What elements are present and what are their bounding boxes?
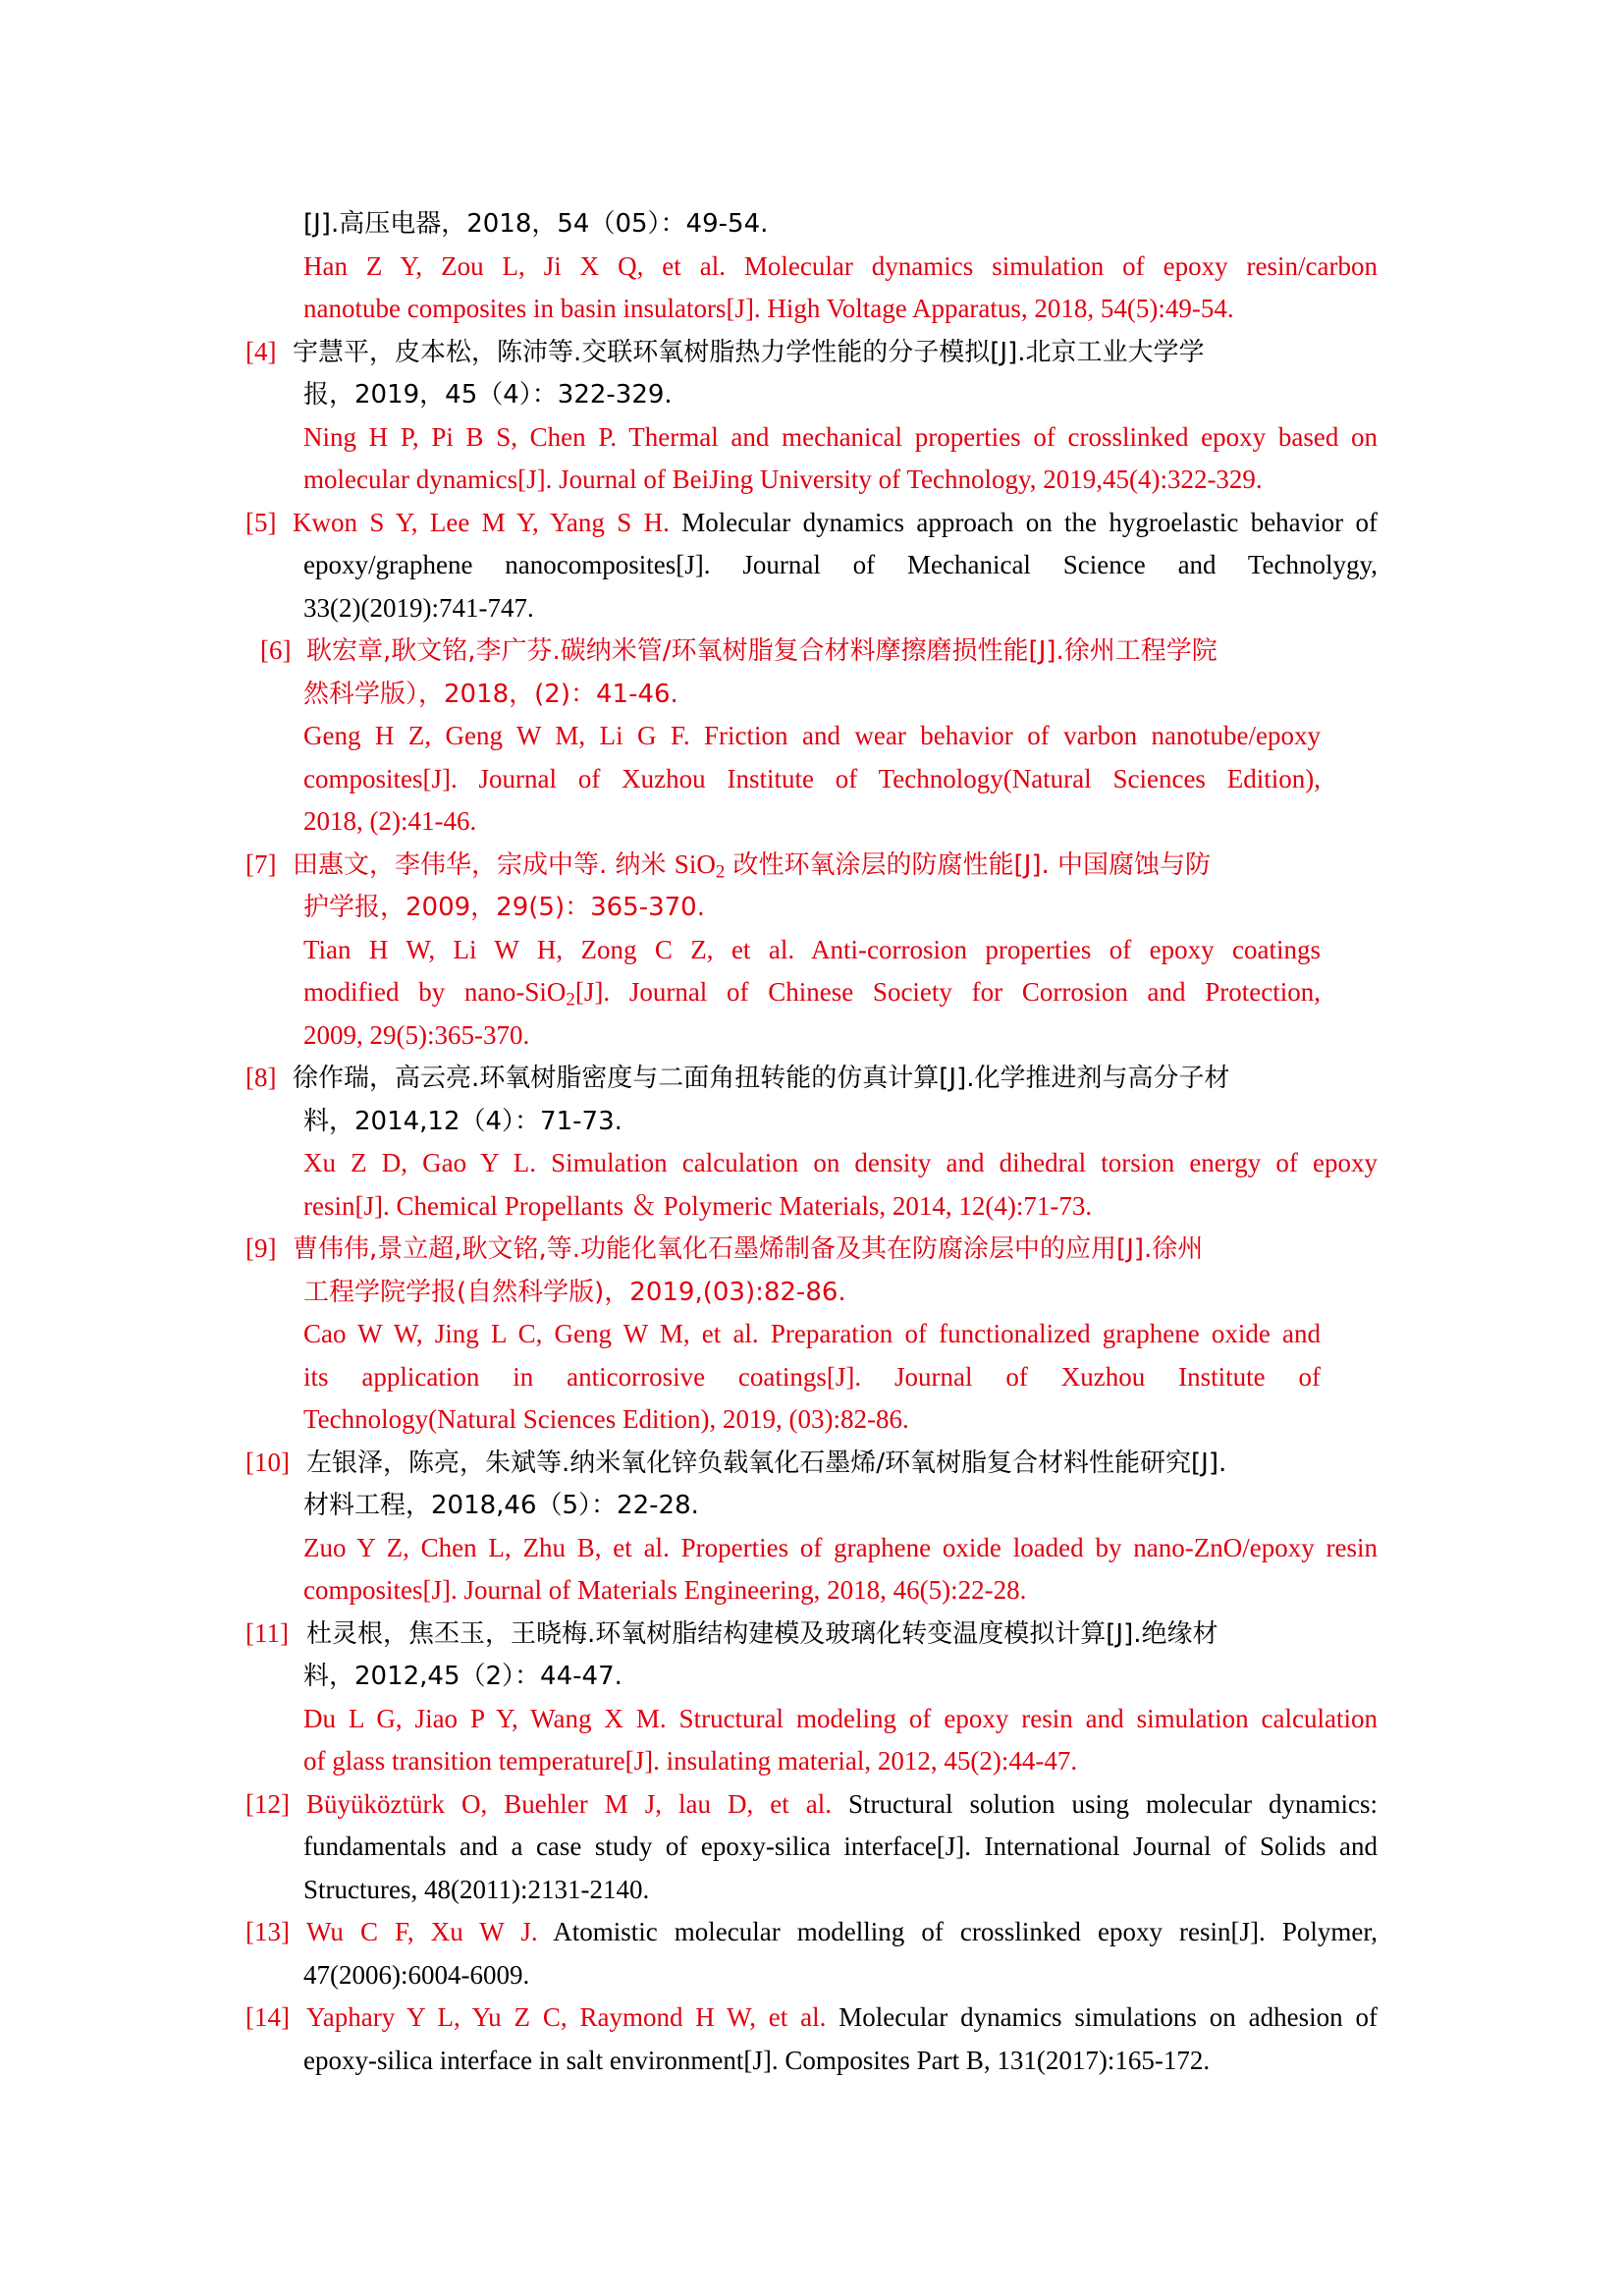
reference-text: 然科学版），2018，(2)：41-46.: [303, 679, 678, 709]
reference-line: [303, 1825, 1378, 1868]
reference-text: Büyüköztürk O, Buehler M J, lau D, et al.: [306, 1788, 833, 1819]
reference-text: 田惠文，李伟华，宗成中等. 纳米: [293, 849, 675, 880]
reference-line: [303, 1483, 699, 1526]
reference-line: [303, 1270, 846, 1313]
reference-english-line: nanotube composites in basin insulators[J]. High Voltage Apparatus, 2018, 54(5):49-54.: [303, 294, 1234, 323]
reference-text: Atomistic molecular modelling of crosslinked epoxy resin[J]. Polymer,: [537, 1917, 1378, 1946]
reference-text: epoxy/graphene nanocomposites[J]. Journal of Mechanical Science and Technolygy,: [303, 550, 1378, 579]
reference-line: [293, 1056, 1230, 1099]
reference-text: 47(2006):6004-6009.: [303, 1959, 530, 1990]
reference-line: [303, 586, 534, 629]
reference-text: 曹伟伟,景立超,耿文铭,等.功能化氧化石墨烯制备及其在防腐涂层中的应用[J].徐州: [293, 1234, 1204, 1264]
reference-number: [6]: [260, 635, 292, 665]
reference-english-line: Geng H Z, Geng W M, Li G F. Friction and wear behavior of varbon nanotube/epoxy: [303, 721, 1321, 750]
reference-english-line: Ning H P, Pi B S, Chen P. Thermal and mechanical properties of crosslinked epoxy based on: [303, 421, 1378, 452]
reference-line: [303, 2039, 1210, 2082]
reference-text: Structures, 48(2011):2131-2140.: [303, 1874, 650, 1904]
reference-text: 徐作瑞，高云亮.环氧树脂密度与二面角扭转能的仿真计算[J].化学推进剂与高分子材: [293, 1064, 1230, 1093]
reference-line: [306, 629, 1217, 672]
reference-line: [303, 1099, 622, 1142]
reference-number: [12]: [245, 1788, 290, 1819]
reference-line: [303, 372, 673, 415]
reference-line: [293, 501, 1378, 544]
reference-english-line: modified by nano-SiO$_2$[J]. Journal of Chinese Society for Corrosion and Protection,: [303, 977, 1321, 1011]
reference-text: 宇慧平，皮本松，陈沛等.交联环氧树脂热力学性能的分子模拟[J].北京工业大学学: [293, 337, 1205, 367]
reference-text: 耿宏章,耿文铭,李广芬.碳纳米管/环氧树脂复合材料摩擦磨损性能[J].徐州工程学院: [306, 636, 1217, 666]
reference-text: Molecular dynamics approach on the hygroelastic behavior of: [669, 507, 1378, 537]
reference-line: [293, 843, 1211, 886]
reference-line: [303, 885, 705, 928]
reference-english-line: Du L G, Jiao P Y, Wang X M. Structural modeling of epoxy resin and simulation calculation: [303, 1703, 1378, 1733]
reference-line: [303, 1654, 622, 1697]
reference-english-line: resin[J]. Chemical Propellants ＆ Polymeric Materials, 2014, 12(4):71-73.: [303, 1190, 1093, 1221]
reference-line: [306, 1782, 1378, 1826]
reference-line: [303, 1953, 529, 1996]
reference-english-line: Han Z Y, Zou L, Ji X Q, et al. Molecular dynamics simulation of epoxy resin/carbon: [303, 250, 1378, 281]
reference-text: epoxy-silica interface in salt environment[J]. Composites Part B, 131(2017):165-172.: [303, 2045, 1211, 2075]
reference-number: [8]: [245, 1063, 277, 1092]
reference-line: [303, 672, 678, 715]
reference-line: [303, 543, 1378, 586]
reference-line: [306, 1910, 1378, 1953]
reference-text: Yaphary Y L, Yu Z C, Raymond H W, et al.: [306, 2002, 827, 2032]
reference-english-line: of glass transition temperature[J]. insulating material, 2012, 45(2):44-47.: [303, 1746, 1078, 1776]
reference-line: [306, 1995, 1378, 2039]
reference-text: Wu C F, Xu W J.: [306, 1917, 538, 1946]
reference-english-line: composites[J]. Journal of Xuzhou Institute of Technology(Natural Sciences Edition),: [303, 763, 1321, 793]
reference-english-line: molecular dynamics[J]. Journal of BeiJing University of Technology, 2019,45(4):322-329.: [303, 465, 1263, 494]
reference-text: Kwon S Y, Lee M Y, Yang S H.: [293, 507, 670, 537]
reference-english-line: Cao W W, Jing L C, Geng W M, et al. Preparation of functionalized graphene oxide and: [303, 1319, 1321, 1348]
reference-text: 33(2)(2019):741-747.: [303, 592, 534, 623]
reference-english-line: composites[J]. Journal of Materials Engineering, 2018, 46(5):22-28.: [303, 1575, 1027, 1605]
reference-text: 护学报，2009，29(5)：365-370.: [303, 893, 705, 922]
reference-english-line: Tian H W, Li W H, Zong C Z, et al. Anti-corrosion properties of epoxy coatings: [303, 934, 1321, 964]
reference-line: [293, 330, 1205, 373]
reference-text: 工程学院学报(自然科学版)，2019,(03):82-86.: [303, 1277, 846, 1307]
reference-text: SiO: [674, 848, 716, 879]
reference-english-line: 2009, 29(5):365-370.: [303, 1019, 530, 1050]
reference-number: [14]: [245, 2002, 290, 2032]
reference-text: Structural solution using molecular dynamics:: [832, 1788, 1378, 1819]
reference-text: 改性环氧涂层的防腐性能[J]. 中国腐蚀与防: [725, 849, 1212, 880]
reference-number: [5]: [245, 507, 277, 537]
reference-text: 2: [715, 861, 726, 883]
reference-line: [293, 1227, 1203, 1270]
reference-line: [306, 1612, 1218, 1655]
reference-english-line: Zuo Y Z, Chen L, Zhu B, et al. Properties of graphene oxide loaded by nano-ZnO/epoxy resin: [303, 1532, 1378, 1562]
reference-number: [7]: [245, 848, 277, 879]
reference-text: fundamentals and a case study of epoxy-silica interface[J]. International Journal of Solids and: [303, 1831, 1378, 1861]
reference-line: [303, 201, 768, 245]
reference-english-line: Technology(Natural Sciences Edition), 2019, (03):82-86.: [303, 1404, 909, 1434]
reference-text: 材料工程，2018,46（5）：22-28.: [303, 1491, 699, 1520]
reference-number: [9]: [245, 1233, 277, 1263]
reference-text: 杜灵根，焦丕玉，王晓梅.环氧树脂结构建模及玻璃化转变温度模拟计算[J].绝缘材: [306, 1618, 1218, 1649]
reference-text: 报，2019，45（4）：322-329.: [303, 380, 673, 410]
reference-english-line: its application in anticorrosive coatings[J]. Journal of Xuzhou Institute of: [303, 1361, 1321, 1392]
reference-text: Molecular dynamics simulations on adhesion of: [826, 2002, 1378, 2032]
reference-number: [4]: [245, 336, 277, 366]
reference-line: [306, 1441, 1226, 1484]
reference-text: 料，2012,45（2）：44-47.: [303, 1662, 622, 1691]
reference-number: [10]: [245, 1447, 290, 1477]
reference-text: 料，2014,12（4）：71-73.: [303, 1106, 622, 1136]
reference-number: [13]: [245, 1917, 290, 1946]
reference-english-line: 2018, (2):41-46.: [303, 806, 477, 836]
reference-line: [303, 1868, 649, 1911]
reference-number: [11]: [245, 1617, 289, 1648]
reference-english-line: Xu Z D, Gao Y L. Simulation calculation on density and dihedral torsion energy of epoxy: [303, 1148, 1378, 1177]
reference-text: 左银泽，陈亮，朱斌等.纳米氧化锌负载氧化石墨烯/环氧树脂复合材料性能研究[J].: [306, 1448, 1227, 1478]
reference-text: [J].高压电器，2018，54（05）：49-54.: [303, 209, 769, 239]
